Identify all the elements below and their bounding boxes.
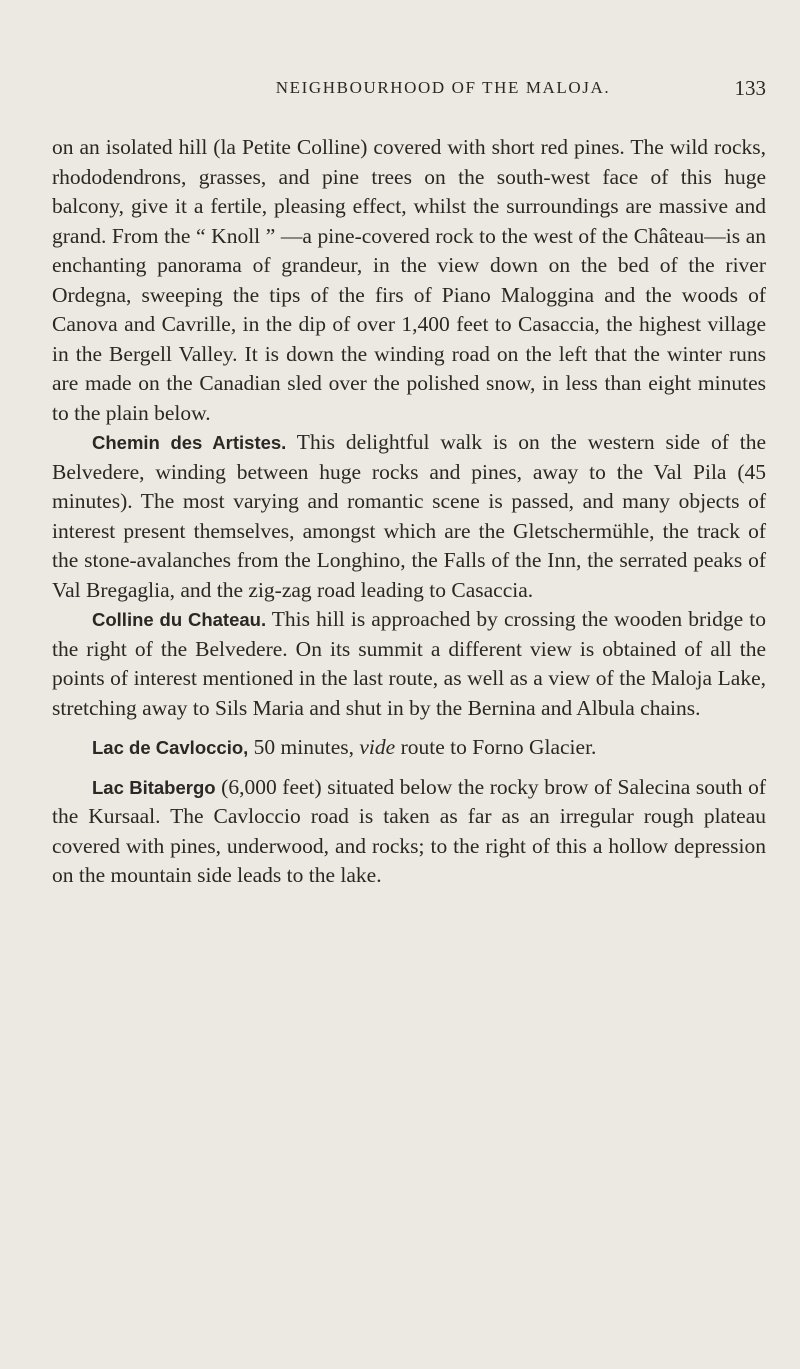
page-number: 133 xyxy=(734,76,766,100)
paragraph-colline-du-chateau xyxy=(52,605,766,723)
section-heading: Lac de Cavloccio, xyxy=(92,737,249,758)
paragraph-chemin-des-artistes xyxy=(52,428,766,605)
paragraph-text: on an isolated hill (la Petite Colline) covered with short red pines. The wild rocks, rhododendrons, grasses, and pine trees on the south-west face of this huge balcony, give it a fertile, pleasing effect, whilst the surroundings are massive and grand. From the “ Knoll ” —a pine-covered rock to the west of the Château—is an enchanting panorama of grandeur, in the view down on the bed of the river Ordegna, sweeping the tips of the firs of Piano Maloggina and the woods of Canova and Cavrille, in the dip of over 1,400 feet to Casaccia, the highest village in the Bergell Valley. It is down the winding road on the left that the winter runs are made on the Canadian sled over the polished snow, in less than eight minutes to the plain below. xyxy=(52,135,766,425)
paragraph-tail: route to Forno Glacier. xyxy=(395,735,597,759)
paragraph-lac-de-cavloccio xyxy=(52,733,766,763)
paragraph-text: 50 minutes, xyxy=(248,735,360,759)
running-title: NEIGHBOURHOOD OF THE MALOJA. xyxy=(275,78,611,97)
paragraph-colline-description xyxy=(52,133,766,428)
paragraph-text: This hill is approached by crossing the wooden bridge to the right of the Belvedere. On its summit a different view is obtained of all the points of interest mentioned in the last route, as well as a view of the Maloja Lake, stretching away to Sils Maria and shut in by the Bernina and Albula chains. xyxy=(52,607,766,720)
running-head xyxy=(120,78,766,110)
section-heading: Colline du Chateau. xyxy=(92,609,267,630)
body-text xyxy=(52,133,766,891)
section-heading: Chemin des Artistes. xyxy=(92,432,287,453)
paragraph-text: This delightful walk is on the western side of the Belvedere, winding between huge rocks and pines, away to the Val Pila (45 minutes). The most varying and romantic scene is passed, and many objects of interest present themselves, amongst which are the Gletschermühle, the track of the stone-avalanches from the Longhino, the Falls of the Inn, the serrated peaks of Val Bregaglia, and the zig-zag road leading to Casaccia. xyxy=(52,430,766,602)
paragraph-text: (6,000 feet) situated below the rocky brow of Salecina south of the Kursaal. The Cavloccio road is taken as far as an irregular rough plateau covered with pines, underwood, and rocks; to the right of this a hollow depression on the mountain side leads to the lake. xyxy=(52,774,767,887)
paragraph-lac-bitabergo xyxy=(52,773,766,891)
emphasis-text: vide xyxy=(359,735,396,759)
section-heading: Lac Bitabergo xyxy=(92,776,216,798)
